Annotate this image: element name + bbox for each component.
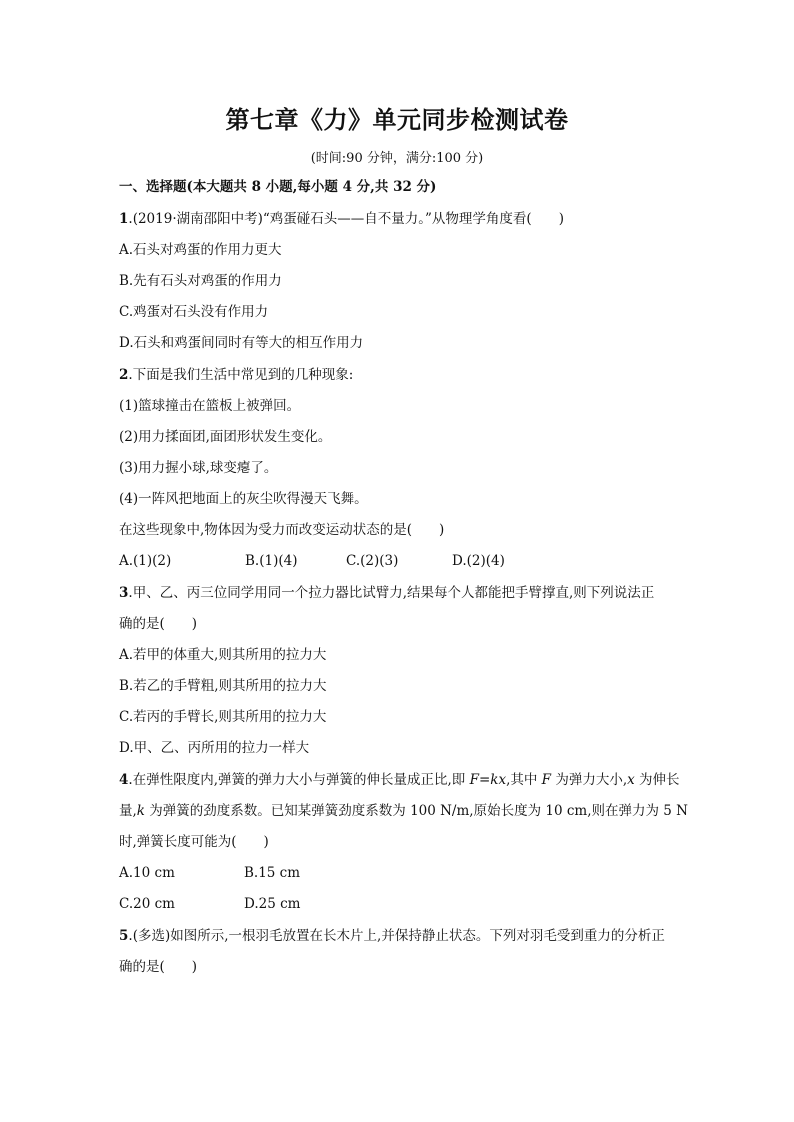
section-heading: 一、选择题(本大题共 8 小题,每小题 4 分,共 32 分) [119, 179, 437, 195]
question-text: .甲、乙、丙三位同学用同一个拉力器比试臂力,结果每个人都能把手臂撑直,则下列说法正 [128, 585, 655, 601]
question-2-stem [119, 366, 353, 384]
question-5-stem-line-2: 确的是( ) [119, 959, 198, 975]
question-1-option-b: B.先有石头对鸡蛋的作用力 [119, 273, 282, 289]
page-title: 第七章《力》单元同步检测试卷 [225, 106, 569, 134]
question-3-option-a: A.若甲的体重大,则其所用的拉力大 [119, 647, 327, 663]
formula-variable: kx [490, 772, 507, 788]
question-3-stem-line-1 [119, 584, 654, 602]
question-2-option-d: D.(2)(4) [452, 553, 505, 569]
question-4-option-b: B.15 cm [244, 865, 301, 881]
question-number: 4 [119, 772, 129, 788]
question-4-option-a: A.10 cm [119, 865, 175, 881]
question-number: 5 [119, 928, 129, 944]
question-4-option-c: C.20 cm [119, 896, 175, 912]
formula-variable: k [136, 803, 145, 819]
question-text: .下面是我们生活中常见到的几种现象: [128, 367, 354, 383]
question-5-stem-line-1 [119, 927, 665, 945]
question-3-stem-line-2: 确的是( ) [119, 616, 198, 632]
question-number: 3 [119, 585, 129, 601]
question-text: ,其中 [506, 772, 542, 788]
question-text: 为弹力大小, [551, 772, 628, 788]
formula-variable: F [541, 772, 552, 788]
formula-variable: x [627, 772, 635, 788]
question-4-stem-line-1 [119, 771, 680, 789]
question-2-phenomenon-1: (1)篮球撞击在篮板上被弹回。 [119, 398, 301, 414]
question-text: 为弹簧的劲度系数。已知某弹簧劲度系数为 100 N/m,原始长度为 10 cm,则在弹力为 5 N [144, 803, 688, 819]
exam-info: (时间:90 分钟，满分:100 分) [310, 151, 484, 166]
question-4-stem-line-2 [119, 802, 688, 820]
question-3-option-b: B.若乙的手臂粗,则其所用的拉力大 [119, 678, 327, 694]
question-3-option-d: D.甲、乙、丙所用的拉力一样大 [119, 740, 310, 756]
question-2-option-a: A.(1)(2) [119, 553, 172, 569]
question-4-option-d: D.25 cm [244, 896, 301, 912]
question-2-option-c: C.(2)(3) [346, 553, 399, 569]
formula-variable: F [469, 772, 479, 788]
question-3-option-c: C.若丙的手臂长,则其所用的拉力大 [119, 709, 327, 725]
question-1-option-d: D.石头和鸡蛋间同时有等大的相互作用力 [119, 335, 364, 351]
question-text: 为伸长 [634, 772, 680, 788]
question-2-phenomenon-3: (3)用力握小球,球变瘪了。 [119, 460, 278, 476]
question-number: 1 [119, 211, 129, 227]
question-2-option-b: B.(1)(4) [245, 553, 298, 569]
question-2-ask: 在这些现象中,物体因为受力而改变运动状态的是( ) [119, 522, 445, 538]
question-1-option-c: C.鸡蛋对石头没有作用力 [119, 304, 269, 320]
question-number: 2 [119, 367, 129, 383]
question-2-phenomenon-4: (4)一阵风把地面上的灰尘吹得漫天飞舞。 [119, 491, 368, 507]
question-1-option-a: A.石头对鸡蛋的作用力更大 [119, 242, 282, 258]
question-text: .(2019·湖南邵阳中考)“鸡蛋碰石头——自不量力。”从物理学角度看( ) [128, 211, 564, 227]
question-1-stem [119, 210, 564, 228]
question-4-stem-line-3: 时,弹簧长度可能为( ) [119, 834, 269, 850]
question-text: .(多选)如图所示,一根羽毛放置在长木片上,并保持静止状态。下列对羽毛受到重力的分析正 [128, 928, 665, 944]
question-text: .在弹性限度内,弹簧的弹力大小与弹簧的伸长量成正比,即 [128, 772, 470, 788]
question-text: 量, [119, 803, 137, 819]
question-2-phenomenon-2: (2)用力揉面团,面团形状发生变化。 [119, 429, 332, 445]
formula-symbol: = [478, 772, 491, 788]
